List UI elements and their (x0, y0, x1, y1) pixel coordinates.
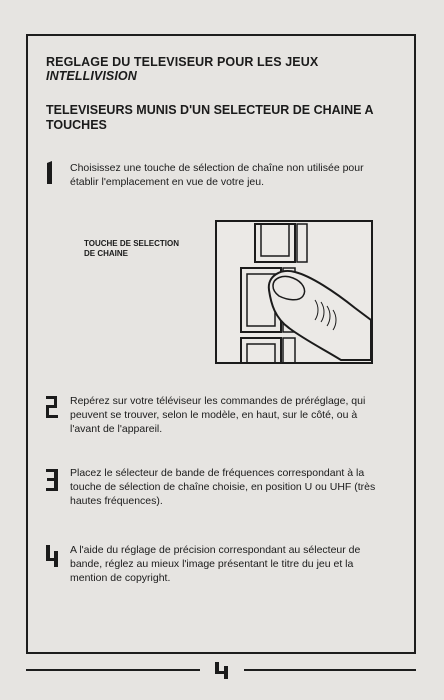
page-heading-brand: INTELLIVISION (46, 69, 137, 83)
step-2-line: Repérez sur votre téléviseur les commandes de préréglage, qui (70, 395, 366, 407)
channel-button-illustration (215, 220, 373, 364)
step-3-text (70, 466, 390, 508)
step-1-line: Choisissez une touche de sélection de chaîne non utilisée pour (70, 162, 364, 174)
step-2-line: l'avant de l'appareil. (70, 423, 163, 435)
step-1-line: établir l'emplacement en vue de votre jeu. (70, 176, 265, 188)
step-number-4-glyph (44, 543, 60, 569)
figure-caption-line-1: TOUCHE DE SELECTION (84, 239, 179, 248)
step-4-line: A l'aide du réglage de précision correspondant au sélecteur de (70, 544, 361, 556)
step-3-line: hautes fréquences). (70, 495, 163, 507)
page-number-4-glyph (212, 660, 232, 680)
step-4-line: bande, réglez au mieux l'image présentant le titre du jeu et la (70, 558, 354, 570)
figure-caption-line-2: DE CHAINE (84, 249, 129, 258)
step-3-line: Placez le sélecteur de bande de fréquences correspondant à la (70, 467, 365, 479)
footer-rule-left (26, 669, 200, 671)
step-number-3-glyph (44, 467, 60, 493)
step-2-text (70, 394, 390, 436)
figure-caption (84, 239, 204, 259)
footer-rule-right (244, 669, 416, 671)
page-heading: REGLAGE DU TELEVISEUR POUR LES JEUX (46, 55, 319, 69)
section-title-line-1: TELEVISEURS MUNIS D'UN SELECTEUR DE CHAINE A (46, 103, 374, 117)
step-1-text (70, 161, 390, 189)
step-number-1-glyph (44, 160, 60, 186)
section-title-line-2: TOUCHES (46, 118, 107, 132)
step-4-text (70, 543, 390, 585)
section-title (46, 103, 386, 133)
step-3-line: touche de sélection de chaîne choisie, en position U ou UHF (très (70, 481, 376, 493)
step-2-line: peuvent se trouver, selon le modèle, en haut, sur le côté, ou à (70, 409, 358, 421)
step-number-2-glyph (44, 394, 60, 420)
step-4-line: mention de copyright. (70, 572, 171, 584)
